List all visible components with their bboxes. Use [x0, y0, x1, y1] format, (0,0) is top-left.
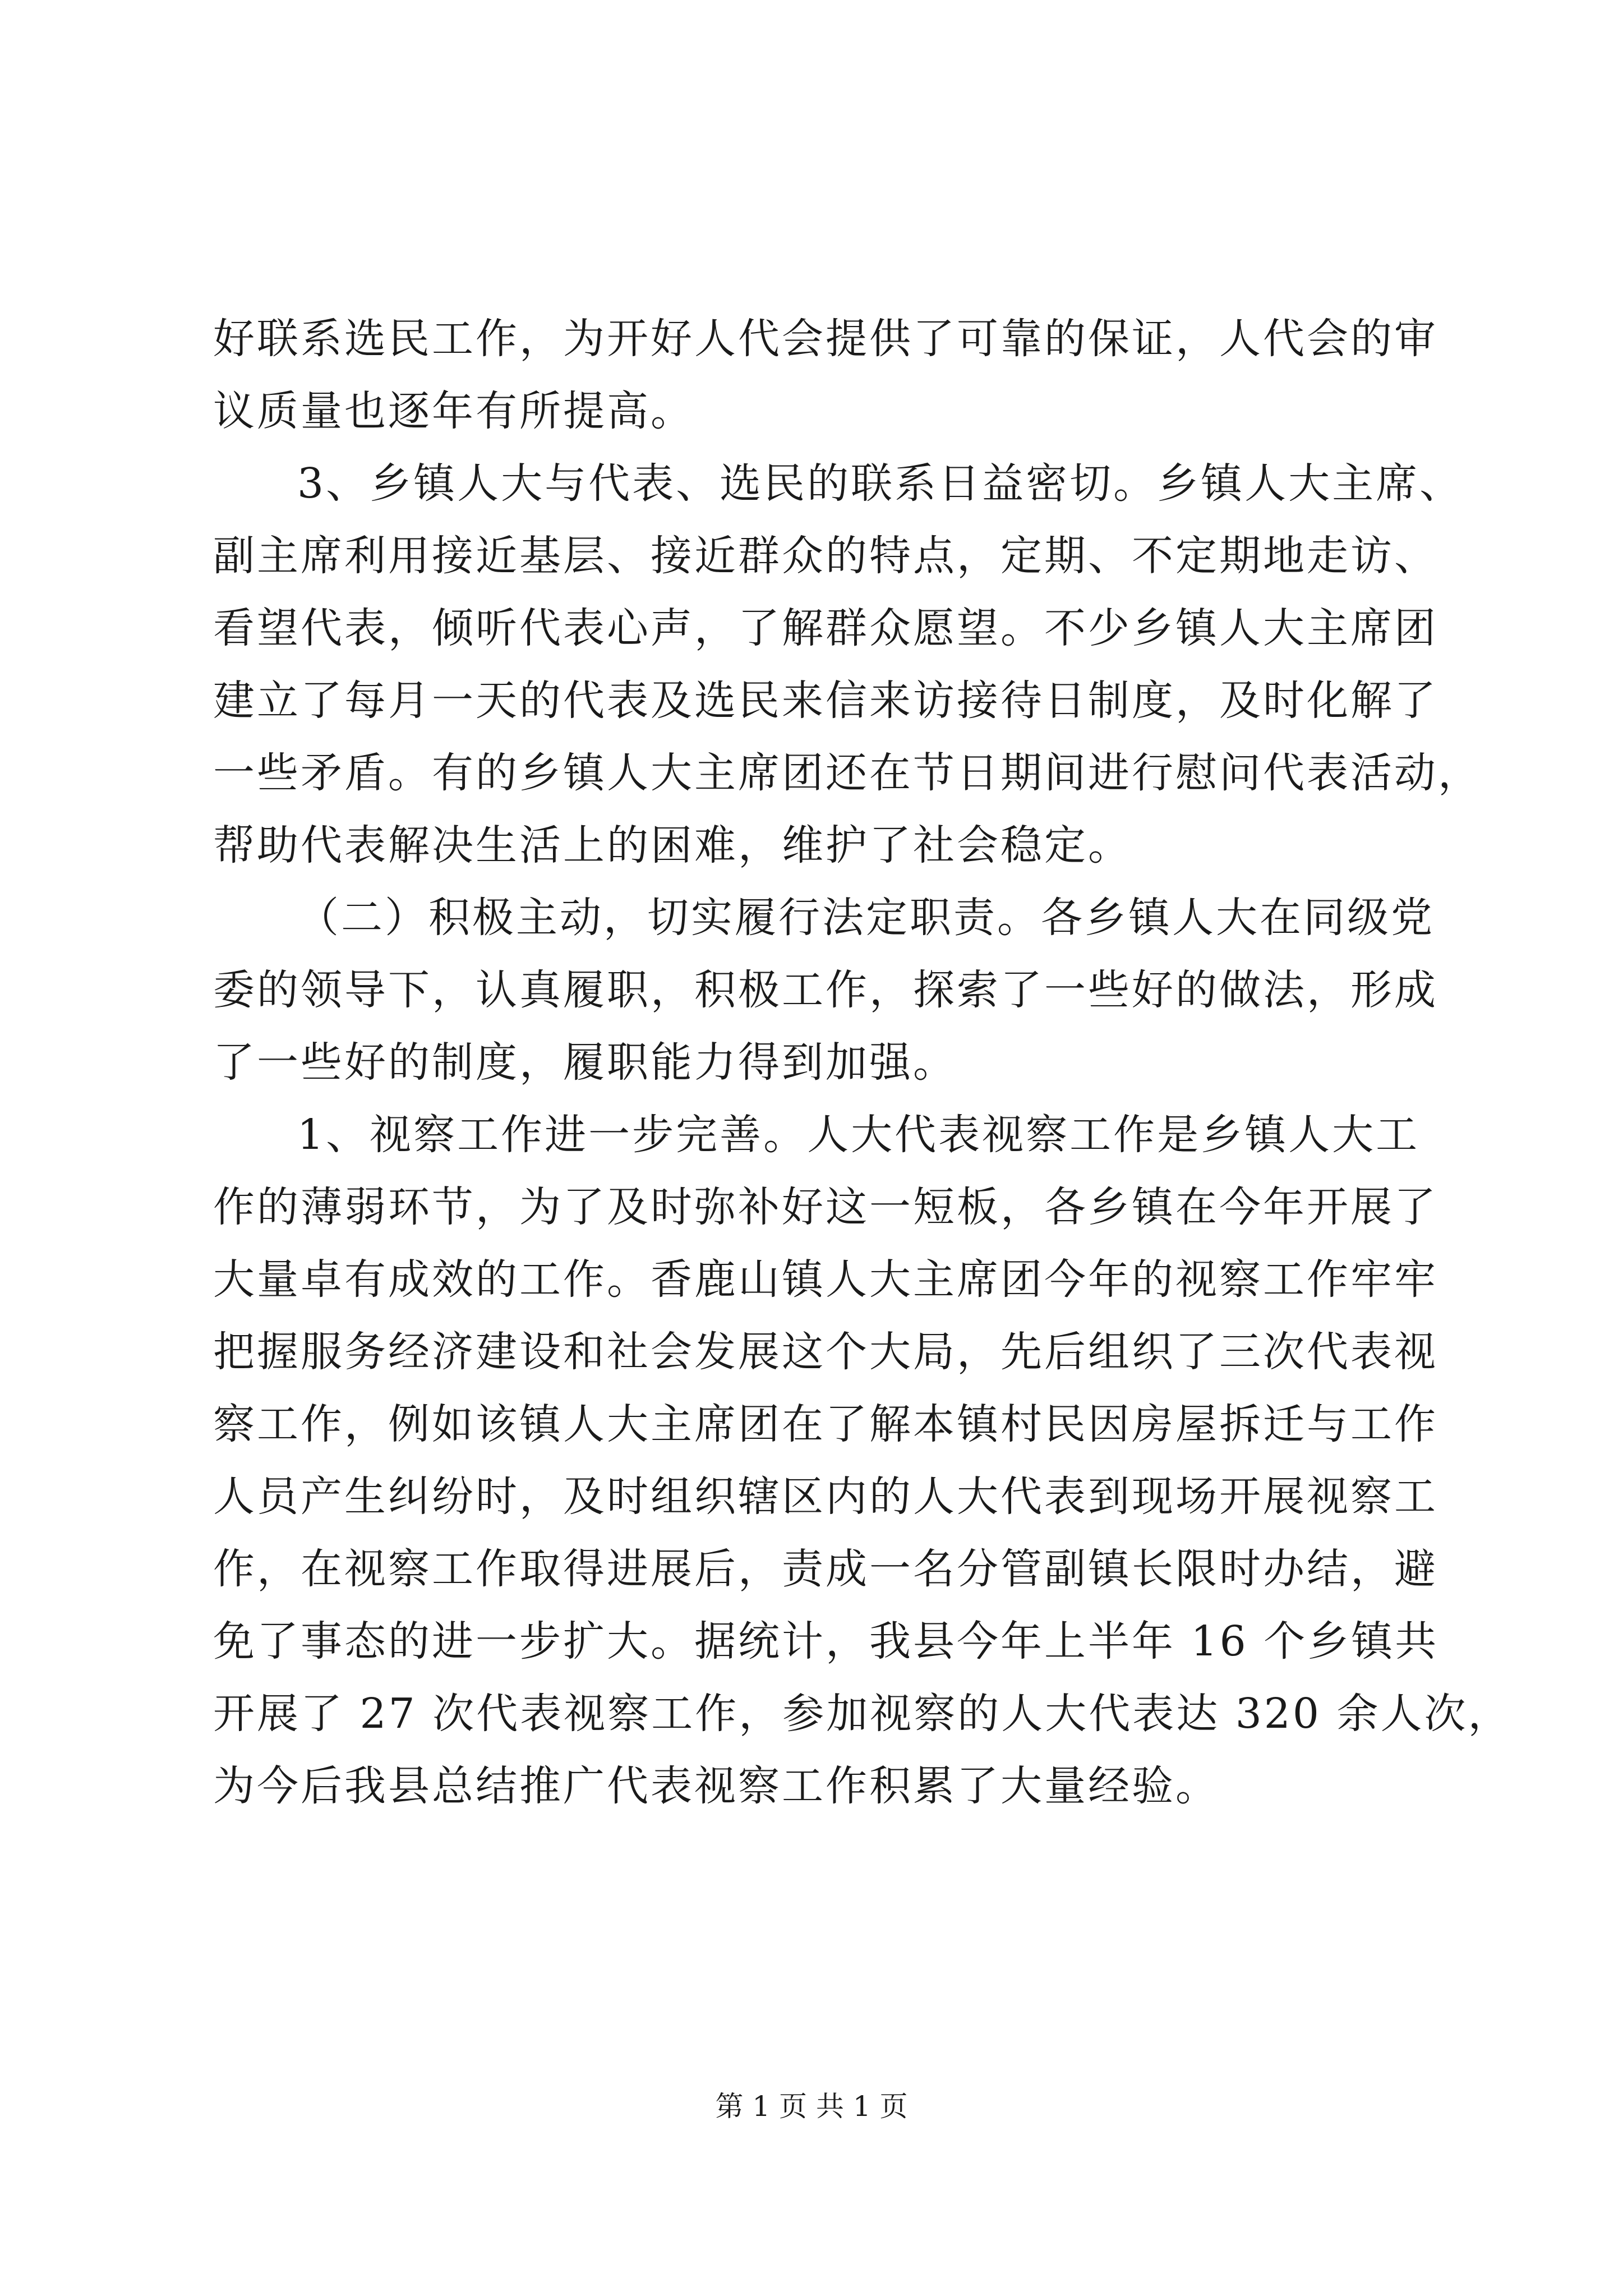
text-line: 为今后我县总结推广代表视察工作积累了大量经验。 — [213, 1762, 1219, 1810]
text-line: 大量卓有成效的工作。香鹿山镇人大主席团今年的视察工作牢牢 — [213, 1255, 1438, 1304]
text-line: 看望代表，倾听代表心声，了解群众愿望。不少乡镇人大主席团 — [213, 604, 1438, 652]
text-line: 把握服务经济建设和社会发展这个大局，先后组织了三次代表视 — [213, 1328, 1438, 1376]
text-line: 人员产生纠纷时，及时组织辖区内的人大代表到现场开展视察工 — [213, 1473, 1438, 1521]
text-line: 作的薄弱环节，为了及时弥补好这一短板，各乡镇在今年开展了 — [213, 1183, 1438, 1231]
text-line: 1、视察工作进一步完善。人大代表视察工作是乡镇人大工 — [297, 1111, 1420, 1159]
text-line: 一些矛盾。有的乡镇人大主席团还在节日期间进行慰问代表活动， — [213, 749, 1482, 797]
text-line: 开展了 27 次代表视察工作，参加视察的人大代表达 320 余人次， — [213, 1690, 1512, 1738]
text-line: 3、乡镇人大与代表、选民的联系日益密切。乡镇人大主席、 — [297, 459, 1464, 508]
text-line: 了一些好的制度，履职能力得到加强。 — [213, 1038, 957, 1087]
text-line: （二）积极主动，切实履行法定职责。各乡镇人大在同级党 — [297, 894, 1435, 942]
text-line: 作，在视察工作取得进展后，责成一名分管副镇长限时办结，避 — [213, 1545, 1438, 1593]
text-line: 帮助代表解决生活上的困难，维护了社会稳定。 — [213, 821, 1132, 869]
page-number: 第 1 页 共 1 页 — [715, 2090, 908, 2123]
text-line: 免了事态的进一步扩大。据统计，我县今年上半年 16 个乡镇共 — [213, 1617, 1439, 1665]
text-line: 好联系选民工作，为开好人代会提供了可靠的保证，人代会的审 — [213, 315, 1438, 363]
text-line: 建立了每月一天的代表及选民来信来访接待日制度，及时化解了 — [213, 677, 1438, 725]
page-footer — [0, 2090, 1623, 2123]
document-body — [213, 303, 1512, 1823]
text-line: 副主席利用接近基层、接近群众的特点，定期、不定期地走访、 — [213, 532, 1438, 580]
text-line: 察工作，例如该镇人大主席团在了解本镇村民因房屋拆迁与工作 — [213, 1400, 1438, 1448]
text-line: 委的领导下，认真履职，积极工作，探索了一些好的做法，形成 — [213, 966, 1438, 1014]
text-line: 议质量也逐年有所提高。 — [213, 387, 694, 435]
